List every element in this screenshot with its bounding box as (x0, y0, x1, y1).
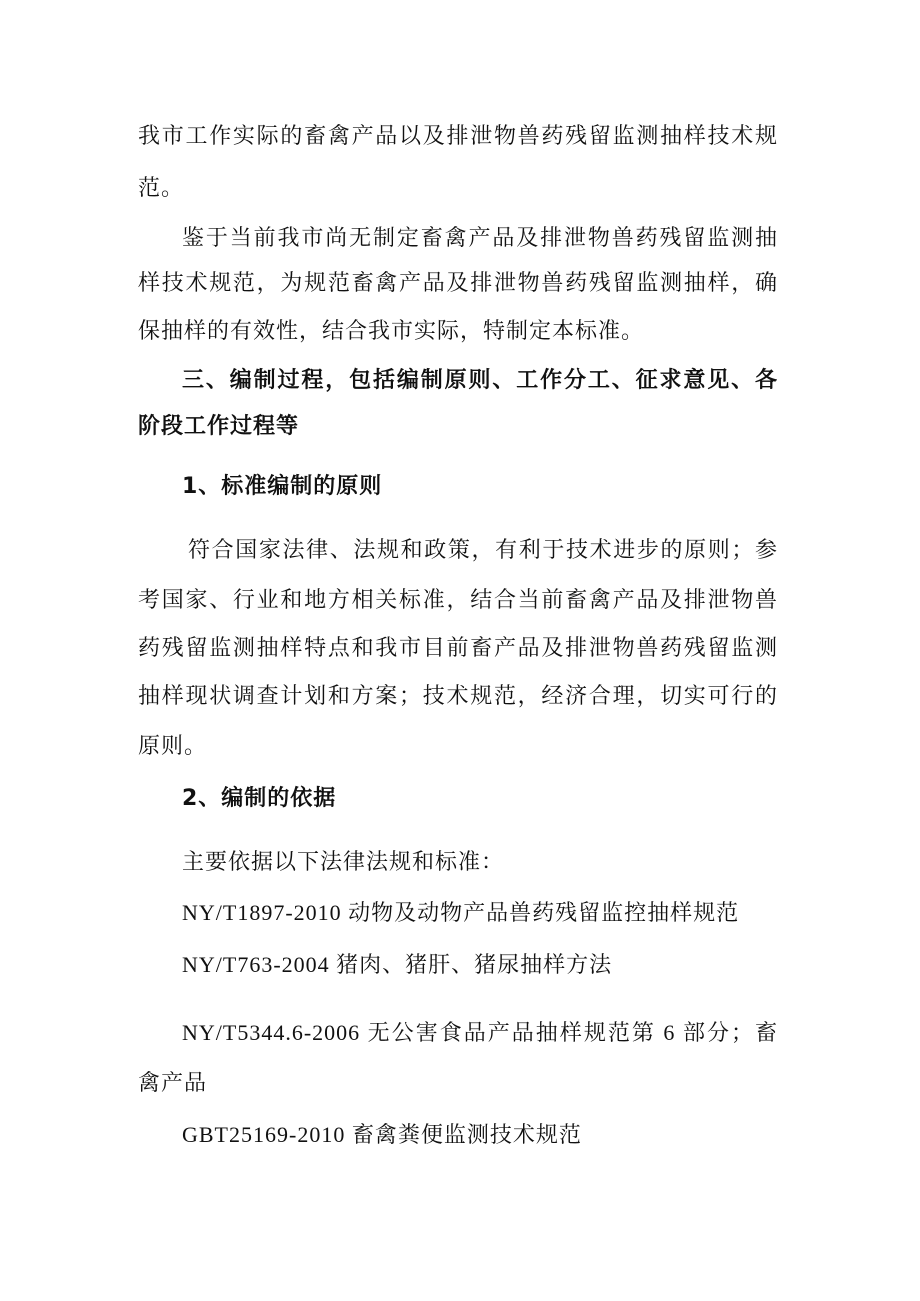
paragraph-line: 抽样现状调查计划和方案；技术规范，经济合理，切实可行的 (138, 684, 778, 709)
paragraph-line: 范。 (138, 176, 185, 201)
subsection-heading: 1、标准编制的原则 (182, 474, 383, 499)
paragraph-line: 主要依据以下法律法规和标准： (182, 850, 505, 875)
paragraph-line: 保抽样的有效性，结合我市实际，特制定本标准。 (138, 319, 645, 344)
subsection-heading: 2、编制的依据 (182, 786, 337, 811)
reference-standard: NY/T1897-2010 动物及动物产品兽药残留监控抽样规范 (182, 900, 740, 925)
reference-standard: NY/T5344.6-2006 无公害食品产品抽样规范第 6 部分；畜 (182, 1020, 778, 1045)
paragraph-line: 原则。 (138, 734, 208, 759)
reference-standard: 禽产品 (138, 1070, 208, 1095)
paragraph-line: 样技术规范，为规范畜禽产品及排泄物兽药残留监测抽样，确 (138, 271, 778, 296)
paragraph-line: 考国家、行业和地方相关标准，结合当前畜禽产品及排泄物兽 (138, 588, 778, 613)
paragraph-line: 符合国家法律、法规和政策，有利于技术进步的原则；参 (188, 538, 778, 563)
reference-standard: GBT25169-2010 畜禽粪便监测技术规范 (182, 1122, 582, 1147)
section-heading: 阶段工作过程等 (138, 414, 300, 439)
paragraph-line: 我市工作实际的畜禽产品以及排泄物兽药残留监测抽样技术规 (138, 124, 778, 149)
paragraph-line: 鉴于当前我市尚无制定畜禽产品及排泄物兽药残留监测抽 (182, 226, 778, 251)
reference-standard: NY/T763-2004 猪肉、猪肝、猪尿抽样方法 (182, 952, 613, 977)
section-heading: 三、编制过程，包括编制原则、工作分工、征求意见、各 (182, 368, 778, 393)
paragraph-line: 药残留监测抽样特点和我市目前畜产品及排泄物兽药残留监测 (138, 636, 778, 661)
